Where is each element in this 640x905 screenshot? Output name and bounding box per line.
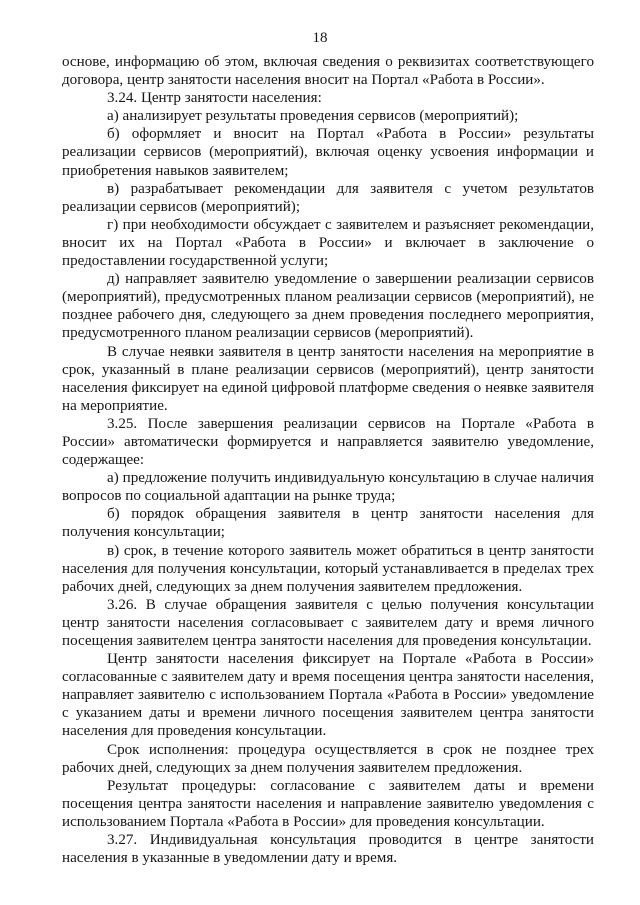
paragraph: д) направляет заявителю уведомление о завершении реализации сервисов (мероприятий), предусмотренных планом реализации сервисов (мероприятий), не позднее рабочего дня, следующего за днем проведения последнего мероприятия, предусмотренного планом реализации сервисов (мероприятий). bbox=[62, 271, 594, 342]
paragraph: а) предложение получить индивидуальную консультацию в случае наличия вопросов по социальной адаптации на рынке труда; bbox=[62, 470, 594, 505]
paragraph: 3.24. Центр занятости населения: bbox=[107, 90, 322, 107]
paragraph: б) оформляет и вносит на Портал «Работа в России» результаты реализации сервисов (мероприятий), включая оценку усвоения информации и приобретения навыков заявителем; bbox=[62, 126, 594, 179]
document-body bbox=[62, 53, 594, 867]
paragraph: 3.26. В случае обращения заявителя с целью получения консультации центр занятости населения согласовывает с заявителем дату и время личного посещения заявителем центра занятости населения для проведения консультации. bbox=[62, 596, 594, 649]
paragraph: Результат процедуры: согласование с заявителем даты и времени посещения центра занятости населения и направление заявителю уведомления с использованием Портала «Работа в России» для проведения консультации. bbox=[62, 777, 594, 830]
paragraph: в) срок, в течение которого заявитель может обратиться в центр занятости населения для получения консультации, который устанавливается в пределах трех рабочих дней, следующих за днем получения заявителем предложения. bbox=[62, 542, 594, 595]
paragraph: Срок исполнения: процедура осуществляется в срок не позднее трех рабочих дней, следующих за днем получения заявителем предложения. bbox=[62, 741, 594, 776]
paragraph: основе, информацию об этом, включая сведения о реквизитах соответствующего договора, центр занятости населения вносит на Портал «Работа в России». bbox=[62, 54, 594, 89]
paragraph: в) разрабатывает рекомендации для заявителя с учетом результатов реализации сервисов (мероприятий); bbox=[62, 180, 594, 215]
paragraph: 3.25. После завершения реализации сервисов на Портале «Работа в России» автоматически формируется и направляется заявителю уведомление, содержащее: bbox=[62, 415, 594, 469]
paragraph: г) при необходимости обсуждает с заявителем и разъясняет рекомендации, вносит их на Портал «Работа в России» и включает в заключение о предоставлении государственной услуги; bbox=[62, 216, 594, 270]
paragraph: б) порядок обращения заявителя в центр занятости населения для получения консультации; bbox=[62, 506, 594, 541]
paragraph: а) анализирует результаты проведения сервисов (мероприятий); bbox=[107, 108, 519, 125]
paragraph: Центр занятости населения фиксирует на Портале «Работа в России» согласованные с заявителем дату и время посещения центра занятости населения, направляет заявителю с использованием Портала «Работа в России» уведомление с указанием даты и времени личного посещения заявителем центра занятости населения для проведения консультации. bbox=[62, 651, 594, 740]
paragraph: В случае неявки заявителя в центр занятости населения на мероприятие в срок, указанный в плане реализации сервисов (мероприятий), центр занятости населения фиксирует на единой цифровой платформе сведения о неявке заявителя на мероприятие. bbox=[62, 343, 594, 414]
page-number: 18 bbox=[312, 30, 328, 46]
paragraph: 3.27. Индивидуальная консультация проводится в центре занятости населения в указанные в уведомлении дату и время. bbox=[62, 832, 594, 867]
